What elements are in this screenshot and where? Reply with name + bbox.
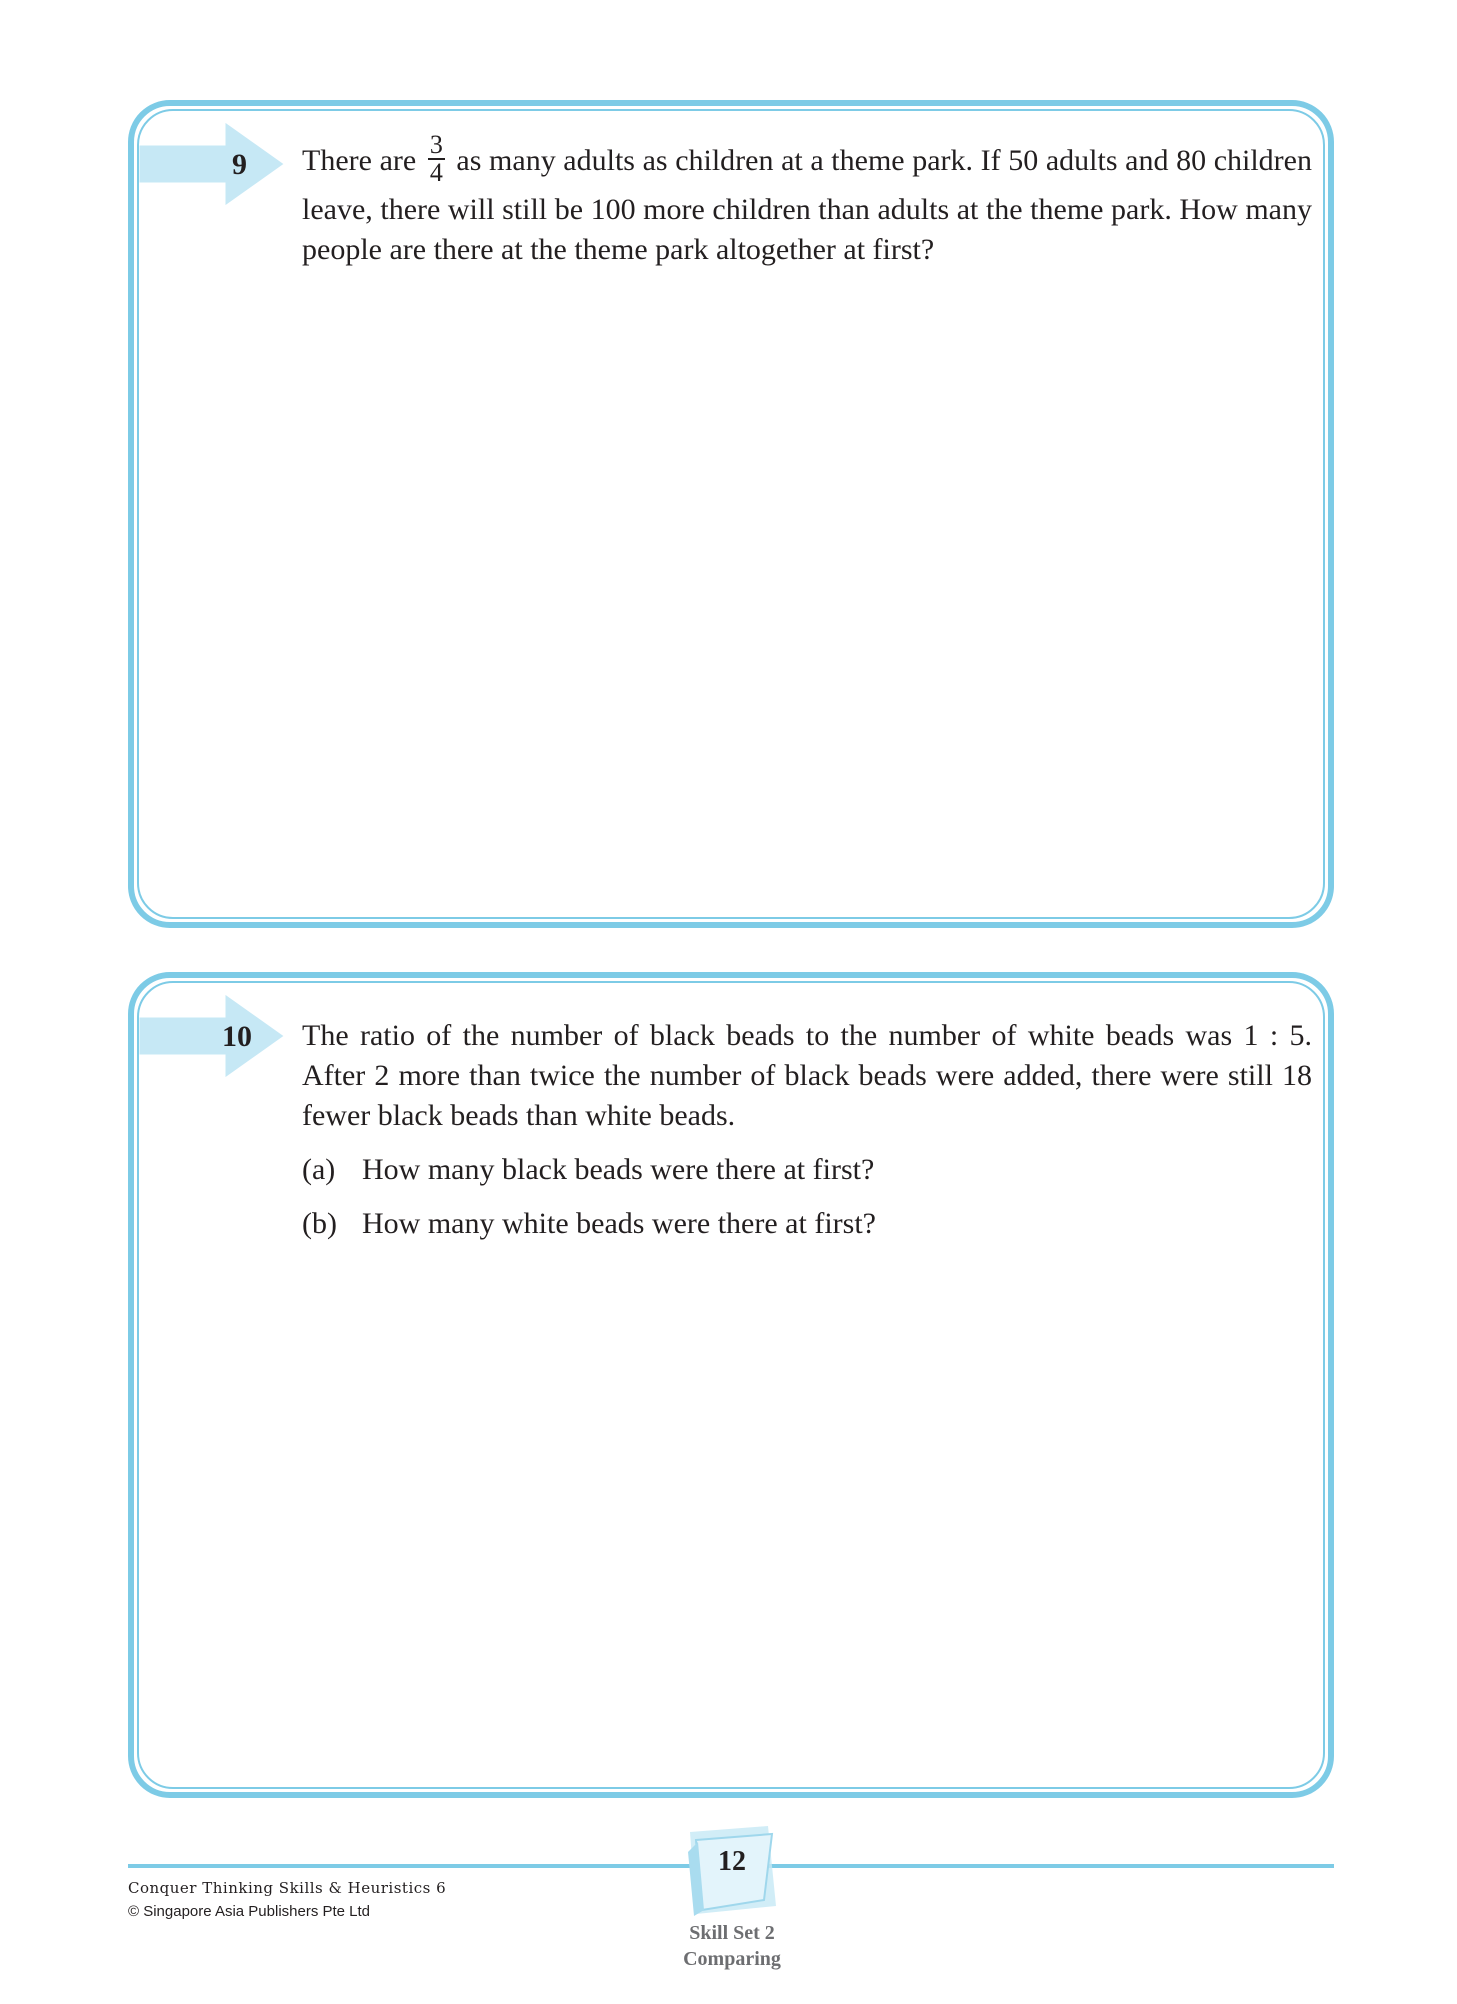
- fraction-numerator: 3: [429, 130, 443, 159]
- copyright: © Singapore Asia Publishers Pte Ltd: [128, 1903, 371, 1920]
- sub-question-a: [302, 1150, 1312, 1190]
- arrow-right-icon: [138, 990, 290, 1082]
- question-number: 10: [222, 1020, 252, 1053]
- fraction: [428, 132, 445, 186]
- question-text-rest: as many adults as children at a theme park. If 50 adults and 80 children leave, there will still be 100 more children than adults at the theme park. How many people are there at the theme park altogether at first?: [302, 143, 1312, 266]
- sub-question-b: [302, 1204, 1312, 1244]
- question-10-box: [128, 972, 1334, 1798]
- footer-credits: [128, 1876, 446, 1924]
- sub-question-label: (b): [302, 1207, 337, 1240]
- skill-set-label: [632, 1920, 832, 1972]
- skill-name: Comparing: [683, 1948, 781, 1970]
- question-9-box: [128, 100, 1334, 928]
- arrow-right-icon: [138, 118, 290, 210]
- question-number: 9: [232, 148, 247, 181]
- question-text-block: [302, 1016, 1312, 1244]
- sub-question-text: How many white beads were there at first?: [362, 1207, 876, 1240]
- page-number: 12: [718, 1846, 746, 1877]
- question-text: [302, 130, 1312, 270]
- fraction-denominator: 4: [429, 158, 443, 187]
- sub-question-text: How many black beads were there at first?: [362, 1153, 875, 1186]
- skill-set: Skill Set 2: [689, 1922, 775, 1944]
- book-title: Conquer Thinking Skills & Heuristics 6: [128, 1879, 447, 1897]
- sub-question-label: (a): [302, 1153, 336, 1186]
- question-text-start: There are: [302, 143, 424, 177]
- question-text: The ratio of the number of black beads to the number of white beads was 1 : 5. After 2 more than twice the number of black beads were added, there were still 18 fewer black beads than white beads.: [302, 1019, 1312, 1132]
